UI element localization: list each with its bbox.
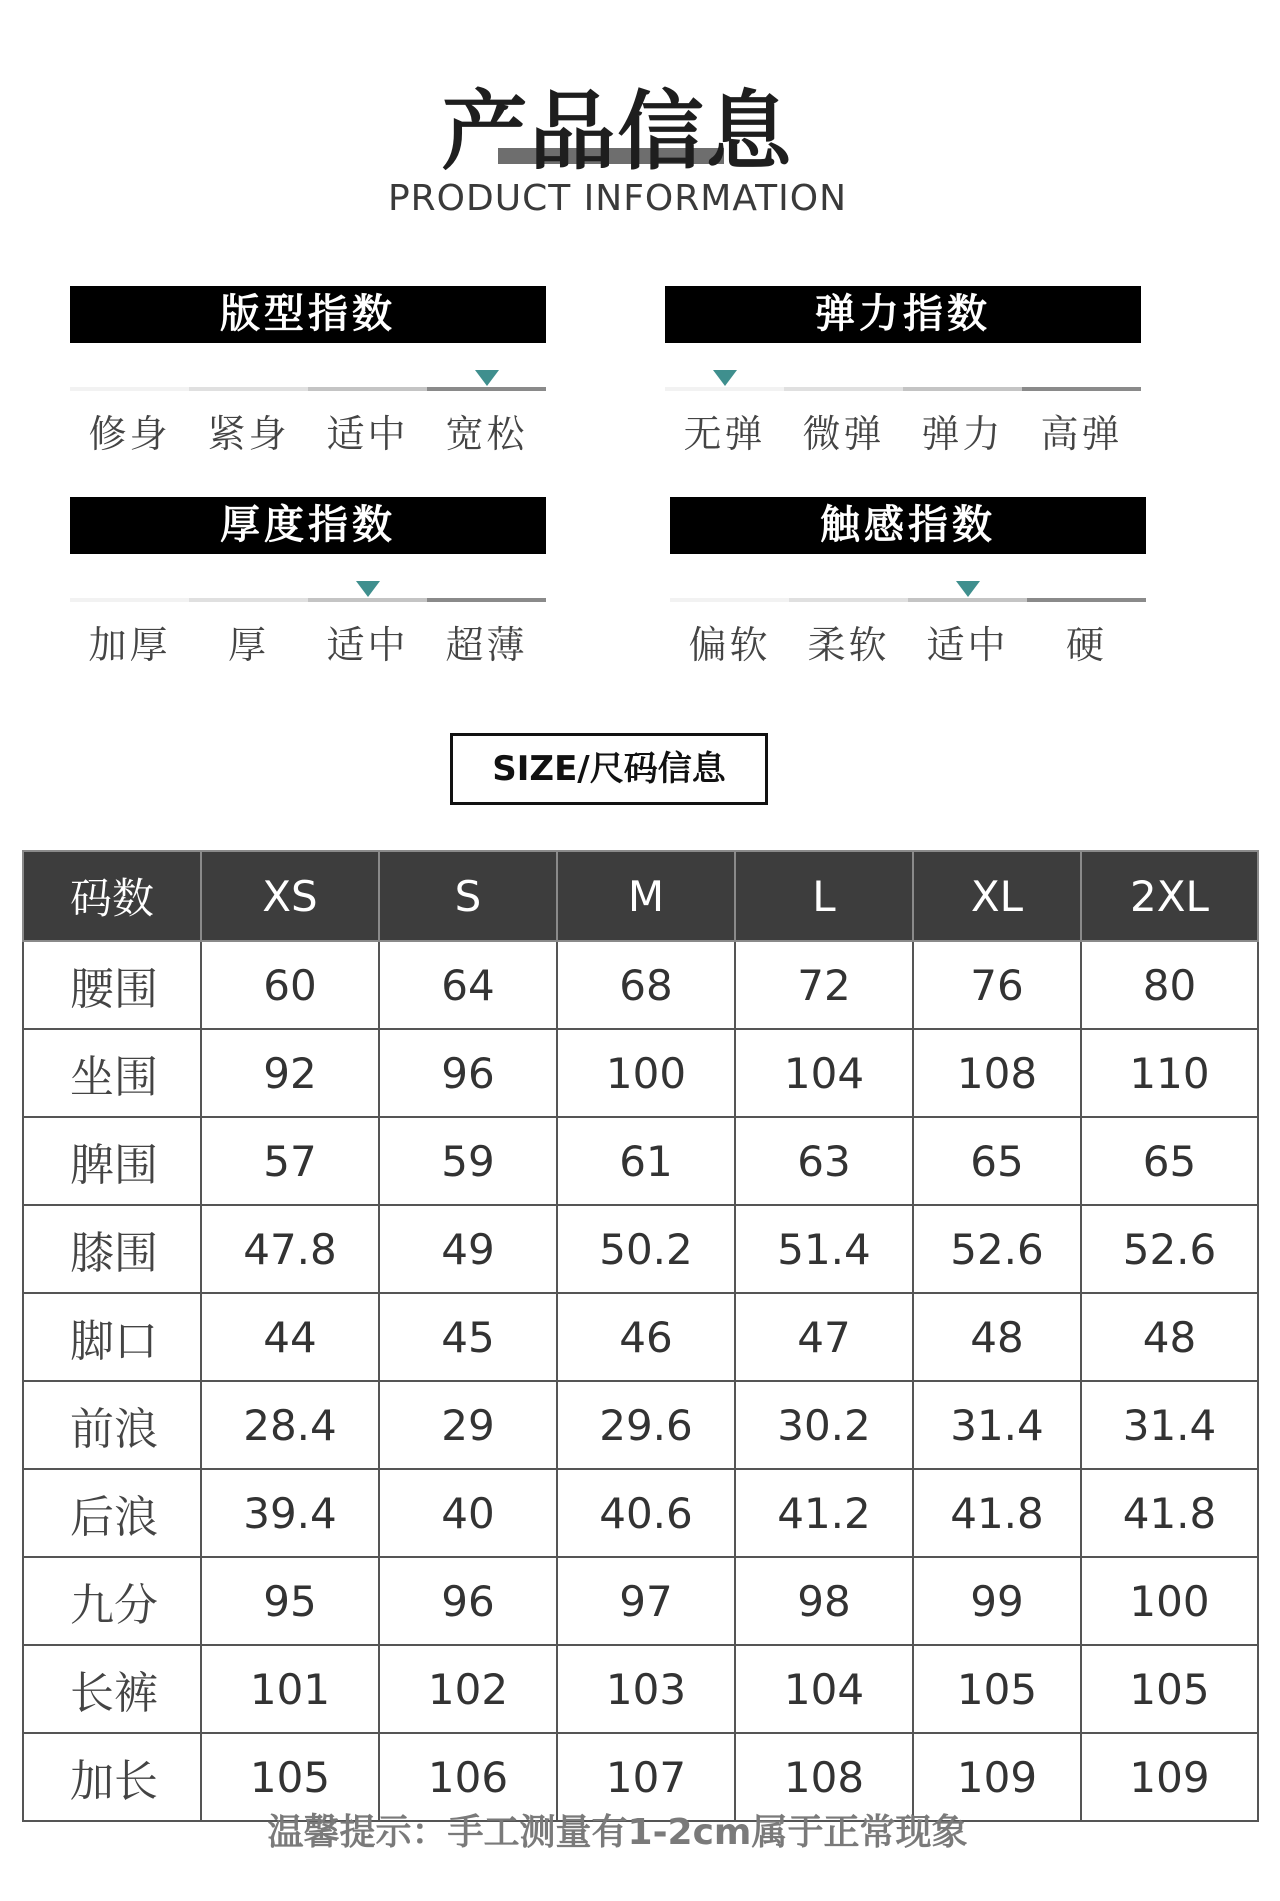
index-marker-icon	[475, 370, 499, 386]
index-labels	[665, 403, 1141, 458]
index-track	[70, 598, 546, 602]
index-label: 适中	[326, 623, 409, 667]
track-segment	[308, 598, 427, 602]
size-table-header-row	[23, 851, 1258, 941]
table-cell: 41.2	[735, 1469, 913, 1557]
header-cell: M	[557, 851, 735, 941]
table-cell: 46	[557, 1293, 735, 1381]
table-row	[23, 1645, 1258, 1733]
index-label: 修身	[88, 412, 171, 456]
table-cell: 47	[735, 1293, 913, 1381]
track-segment	[903, 387, 1022, 391]
table-cell: 102	[379, 1645, 557, 1733]
table-cell: 52.6	[913, 1205, 1081, 1293]
page-subtitle: PRODUCT INFORMATION	[387, 178, 848, 219]
table-cell: 109	[913, 1733, 1081, 1821]
row-label-cell: 九分	[23, 1557, 201, 1645]
track-segment	[908, 598, 1027, 602]
track-segment	[427, 387, 546, 391]
track-segment	[189, 598, 308, 602]
table-cell: 105	[1081, 1645, 1258, 1733]
table-cell: 107	[557, 1733, 735, 1821]
track-segment	[427, 598, 546, 602]
header-cell: XL	[913, 851, 1081, 941]
table-cell: 47.8	[201, 1205, 379, 1293]
table-cell: 51.4	[735, 1205, 913, 1293]
table-cell: 48	[1081, 1293, 1258, 1381]
row-label-cell: 脚口	[23, 1293, 201, 1381]
table-cell: 109	[1081, 1733, 1258, 1821]
table-cell: 98	[735, 1557, 913, 1645]
table-cell: 105	[201, 1733, 379, 1821]
table-cell: 41.8	[913, 1469, 1081, 1557]
table-cell: 104	[735, 1645, 913, 1733]
index-track	[670, 598, 1146, 602]
index-label: 加厚	[88, 623, 171, 667]
index-labels	[70, 614, 546, 669]
table-cell: 108	[735, 1733, 913, 1821]
index-label: 宽松	[445, 412, 528, 456]
index-track	[70, 387, 546, 391]
table-cell: 97	[557, 1557, 735, 1645]
table-cell: 96	[379, 1557, 557, 1645]
table-cell: 52.6	[1081, 1205, 1258, 1293]
table-cell: 29	[379, 1381, 557, 1469]
page-title: 产品信息	[441, 82, 794, 182]
table-cell: 40.6	[557, 1469, 735, 1557]
table-cell: 49	[379, 1205, 557, 1293]
table-cell: 72	[735, 941, 913, 1029]
index-title: 版型指数	[70, 286, 546, 343]
row-label-cell: 前浪	[23, 1381, 201, 1469]
row-label-cell: 脾围	[23, 1117, 201, 1205]
table-cell: 61	[557, 1117, 735, 1205]
header-cell: XS	[201, 851, 379, 941]
row-label-cell: 膝围	[23, 1205, 201, 1293]
table-cell: 45	[379, 1293, 557, 1381]
index-label: 适中	[926, 623, 1009, 667]
track-segment	[789, 598, 908, 602]
table-row	[23, 1557, 1258, 1645]
touch-index	[670, 497, 1146, 669]
size-table	[22, 850, 1259, 1822]
index-marker-icon	[356, 581, 380, 597]
table-cell: 101	[201, 1645, 379, 1733]
table-cell: 110	[1081, 1029, 1258, 1117]
table-cell: 80	[1081, 941, 1258, 1029]
index-label: 硬	[1065, 623, 1107, 667]
table-row	[23, 1381, 1258, 1469]
track-segment	[70, 387, 189, 391]
table-cell: 41.8	[1081, 1469, 1258, 1557]
table-cell: 100	[1081, 1557, 1258, 1645]
index-label: 无弹	[683, 412, 766, 456]
table-cell: 106	[379, 1733, 557, 1821]
table-cell: 63	[735, 1117, 913, 1205]
table-row	[23, 1469, 1258, 1557]
table-cell: 105	[913, 1645, 1081, 1733]
index-scale	[70, 554, 546, 614]
index-track	[665, 387, 1141, 391]
index-title: 触感指数	[670, 497, 1146, 554]
row-label-cell: 后浪	[23, 1469, 201, 1557]
table-cell: 65	[913, 1117, 1081, 1205]
track-segment	[308, 387, 427, 391]
table-cell: 59	[379, 1117, 557, 1205]
track-segment	[1027, 598, 1146, 602]
track-segment	[1022, 387, 1141, 391]
index-label: 紧身	[207, 412, 290, 456]
table-cell: 104	[735, 1029, 913, 1117]
track-segment	[665, 387, 784, 391]
track-segment	[189, 387, 308, 391]
elasticity-index	[665, 286, 1141, 458]
table-cell: 95	[201, 1557, 379, 1645]
table-cell: 92	[201, 1029, 379, 1117]
table-cell: 96	[379, 1029, 557, 1117]
header-cell: 码数	[23, 851, 201, 941]
table-cell: 76	[913, 941, 1081, 1029]
table-cell: 28.4	[201, 1381, 379, 1469]
table-cell: 65	[1081, 1117, 1258, 1205]
table-cell: 103	[557, 1645, 735, 1733]
table-cell: 30.2	[735, 1381, 913, 1469]
index-label: 柔软	[807, 623, 890, 667]
track-segment	[670, 598, 789, 602]
index-labels	[70, 403, 546, 458]
index-marker-icon	[956, 581, 980, 597]
table-cell: 50.2	[557, 1205, 735, 1293]
index-labels	[670, 614, 1146, 669]
thickness-index	[70, 497, 546, 669]
table-cell: 31.4	[913, 1381, 1081, 1469]
table-row	[23, 1205, 1258, 1293]
header-cell: S	[379, 851, 557, 941]
table-cell: 99	[913, 1557, 1081, 1645]
row-label-cell: 腰围	[23, 941, 201, 1029]
table-cell: 64	[379, 941, 557, 1029]
table-cell: 60	[201, 941, 379, 1029]
index-label: 厚	[227, 623, 269, 667]
table-cell: 44	[201, 1293, 379, 1381]
index-label: 高弹	[1040, 412, 1123, 456]
index-scale	[670, 554, 1146, 614]
table-cell: 29.6	[557, 1381, 735, 1469]
table-cell: 100	[557, 1029, 735, 1117]
index-label: 偏软	[688, 623, 771, 667]
row-label-cell: 长裤	[23, 1645, 201, 1733]
row-label-cell: 加长	[23, 1733, 201, 1821]
index-marker-icon	[713, 370, 737, 386]
index-label: 微弹	[802, 412, 885, 456]
footnote: 温馨提示：手工测量有1-2cm属于正常现象	[267, 1812, 968, 1853]
header-cell: 2XL	[1081, 851, 1258, 941]
table-cell: 40	[379, 1469, 557, 1557]
header-cell: L	[735, 851, 913, 941]
index-scale	[665, 343, 1141, 403]
table-cell: 39.4	[201, 1469, 379, 1557]
table-cell: 31.4	[1081, 1381, 1258, 1469]
index-label: 超薄	[445, 623, 528, 667]
table-cell: 108	[913, 1029, 1081, 1117]
row-label-cell: 坐围	[23, 1029, 201, 1117]
table-cell: 57	[201, 1117, 379, 1205]
index-label: 适中	[326, 412, 409, 456]
table-cell: 48	[913, 1293, 1081, 1381]
track-segment	[784, 387, 903, 391]
index-label: 弹力	[921, 412, 1004, 456]
index-title: 厚度指数	[70, 497, 546, 554]
index-title: 弹力指数	[665, 286, 1141, 343]
size-section-title: SIZE/尺码信息	[450, 733, 768, 805]
fit-index	[70, 286, 546, 458]
table-row	[23, 941, 1258, 1029]
table-cell: 68	[557, 941, 735, 1029]
table-row	[23, 1029, 1258, 1117]
index-scale	[70, 343, 546, 403]
track-segment	[70, 598, 189, 602]
table-row	[23, 1117, 1258, 1205]
table-row	[23, 1293, 1258, 1381]
